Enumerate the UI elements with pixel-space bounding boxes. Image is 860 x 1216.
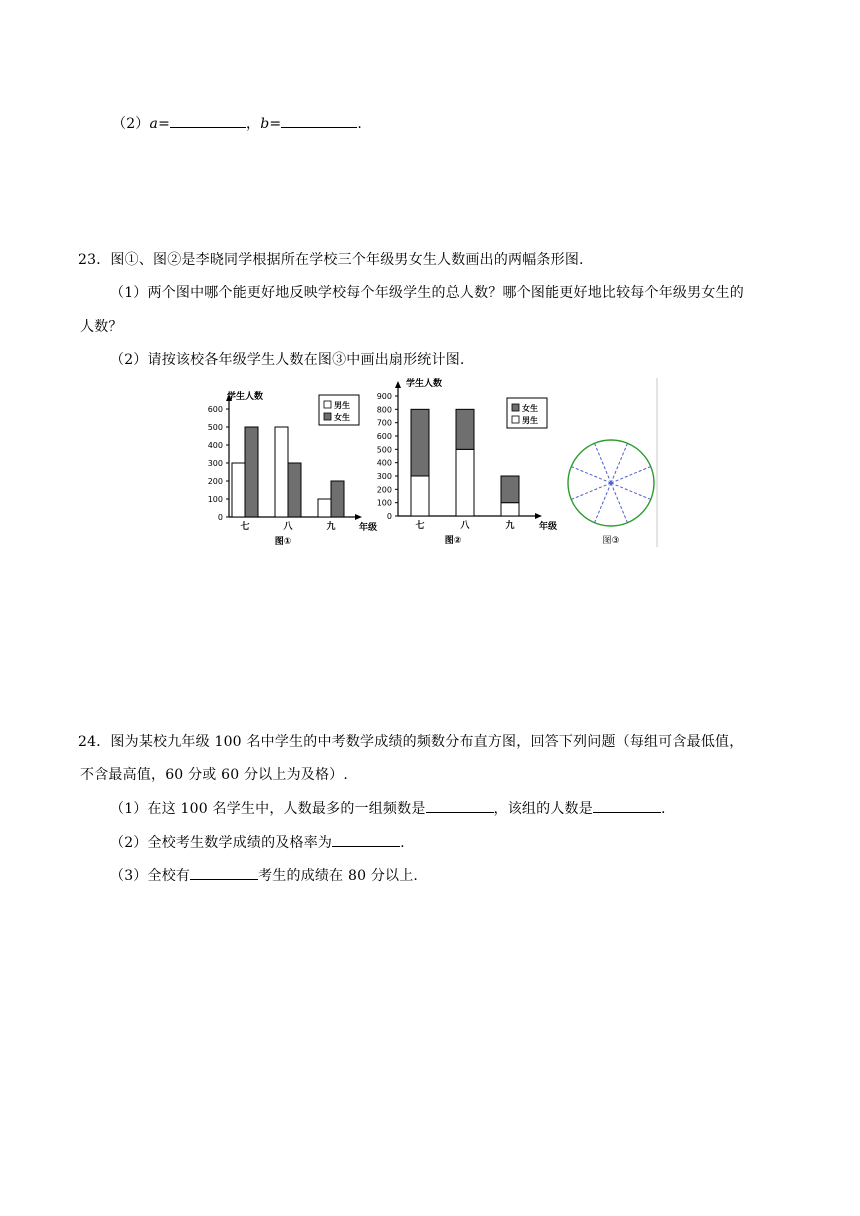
q24-part1-text-a: （1）在这 100 名学生中，人数最多的一组频数是 <box>110 801 426 817</box>
bar-男生-八 <box>456 449 474 516</box>
x-axis-arrow <box>355 514 362 520</box>
q24-part3-text-b: 考生的成绩在 80 分以上. <box>258 868 419 884</box>
q23-part1-line1: （1）两个图中哪个能更好地反映学校每个年级学生的总人数？哪个图能更好地比较每个年级男女生的 <box>110 285 744 301</box>
q23-part1-line2: 人数？ <box>80 319 123 335</box>
bar-男生-七 <box>232 463 245 517</box>
period: . <box>660 801 666 817</box>
y-tick-label: 500 <box>207 423 223 432</box>
x-axis-label: 年级 <box>359 523 378 533</box>
y-tick-label: 500 <box>376 445 392 455</box>
q23-part2: （2）请按该校各年级学生人数在图③中画出扇形统计图. <box>110 352 465 368</box>
x-tick-label: 八 <box>460 521 470 531</box>
x-tick-label: 七 <box>415 521 425 531</box>
q24-part2-text: （2）全校考生数学成绩的及格率为 <box>110 835 333 851</box>
q24-part3-text-a: （3）全校有 <box>110 868 191 884</box>
answer-blank-a[interactable] <box>170 115 246 128</box>
legend-swatch <box>324 413 331 420</box>
y-tick-label: 900 <box>376 392 392 401</box>
q23-figures <box>195 375 665 550</box>
x-axis-label: 年级 <box>539 522 558 532</box>
y-tick-label: 400 <box>207 441 223 450</box>
q24-part1-text-b: ，该组的人数是 <box>493 801 593 817</box>
chart-caption: 图② <box>444 536 462 546</box>
bar-女生-九 <box>501 476 519 503</box>
period: . <box>357 116 362 132</box>
q22-part2-prefix: （2） <box>112 116 150 132</box>
y-tick-label: 0 <box>217 513 223 522</box>
legend-entry: 女生 <box>334 413 350 422</box>
legend-swatch <box>512 404 519 411</box>
bar-男生-七 <box>411 476 429 516</box>
bar-女生-七 <box>245 427 258 517</box>
y-tick-label: 600 <box>207 405 223 414</box>
equals-sign: = <box>158 116 170 132</box>
y-tick-label: 600 <box>376 432 392 441</box>
period: . <box>400 835 405 851</box>
y-axis-arrow <box>395 381 401 388</box>
separator: ， <box>246 116 261 132</box>
q22-part2 <box>112 113 362 133</box>
legend-entry: 男生 <box>522 416 538 425</box>
y-tick-label: 300 <box>207 459 223 468</box>
figure-3-caption: 图③ <box>602 536 620 546</box>
figure-2-chart <box>377 377 557 546</box>
var-a: a <box>149 116 159 132</box>
q24-number: 24． <box>78 734 111 750</box>
x-axis-arrow <box>535 513 542 519</box>
x-tick-label: 七 <box>240 522 250 532</box>
legend-swatch <box>512 416 519 423</box>
q24-stem-text: 图为某校九年级 100 名中学生的中考数学成绩的频数分布直方图，回答下列问题（每组可含最低值， <box>110 734 744 750</box>
x-tick-label: 九 <box>505 521 515 531</box>
answer-blank-q24-2[interactable] <box>332 834 400 847</box>
bar-男生-九 <box>318 499 331 517</box>
y-tick-label: 100 <box>376 498 392 508</box>
bar-男生-九 <box>501 503 519 516</box>
answer-blank-q24-1a[interactable] <box>426 800 494 813</box>
x-tick-label: 九 <box>326 522 336 532</box>
y-tick-label: 100 <box>207 495 223 504</box>
q24-stem-line2: 不含最高值，60 分或 60 分以上为及格）. <box>80 767 349 783</box>
legend-entry: 男生 <box>334 401 350 410</box>
legend-entry: 女生 <box>522 404 538 413</box>
var-b: b <box>260 116 270 132</box>
equals-sign: = <box>269 116 282 132</box>
answer-blank-q24-1b[interactable] <box>593 800 661 813</box>
q23-number: 23． <box>78 252 111 268</box>
figure-3-pie-blank[interactable] <box>568 440 654 546</box>
q24-part3 <box>110 865 418 885</box>
chart-caption: 图① <box>274 537 292 547</box>
q24-part1 <box>110 798 666 818</box>
q23-stem-text: 图①、图②是李晓同学根据所在学校三个年级男女生人数画出的两幅条形图. <box>110 252 584 268</box>
bar-女生-八 <box>456 409 474 449</box>
legend-swatch <box>324 401 331 408</box>
bar-女生-九 <box>331 481 344 517</box>
y-tick-label: 700 <box>376 418 392 428</box>
answer-blank-q24-3[interactable] <box>190 867 258 880</box>
y-tick-label: 200 <box>376 485 392 495</box>
y-tick-label: 0 <box>386 512 392 521</box>
y-tick-label: 200 <box>207 477 223 486</box>
q23-stem <box>78 249 584 269</box>
bar-女生-七 <box>411 409 429 476</box>
bar-女生-八 <box>288 463 301 517</box>
bar-男生-八 <box>275 427 288 517</box>
y-axis-label: 学生人数 <box>406 379 443 389</box>
y-axis-label: 学生人数 <box>227 392 264 402</box>
q24-stem-line1 <box>78 731 743 751</box>
q24-part2 <box>110 832 405 852</box>
y-tick-label: 300 <box>376 472 392 481</box>
figure-1-chart <box>208 390 377 547</box>
y-tick-label: 400 <box>376 458 392 468</box>
x-tick-label: 八 <box>283 522 293 532</box>
y-tick-label: 800 <box>376 405 392 415</box>
answer-blank-b[interactable] <box>281 115 357 128</box>
